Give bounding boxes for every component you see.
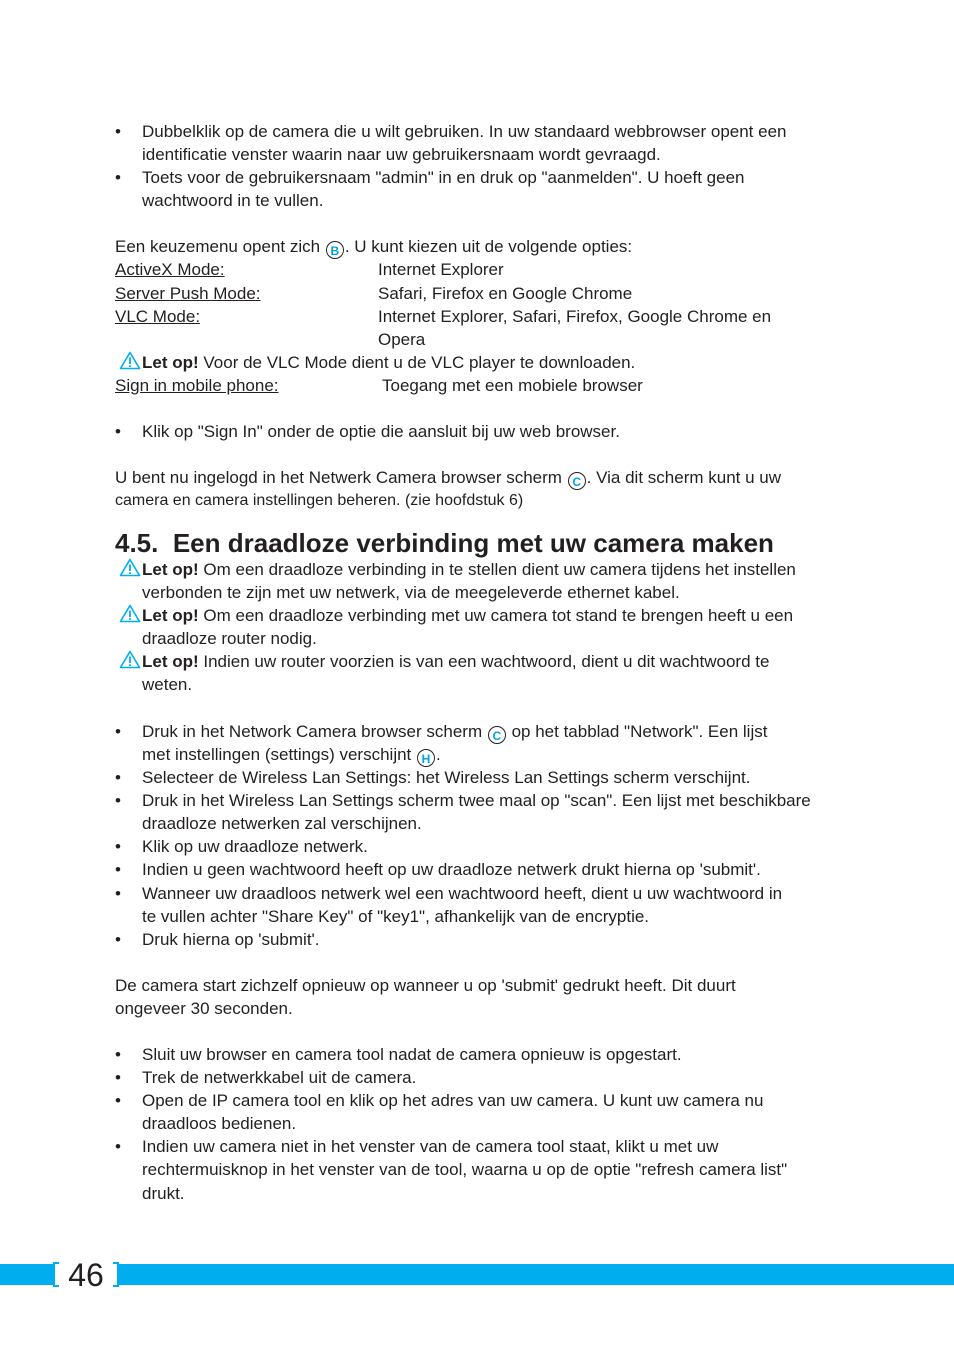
warning-icon: [119, 558, 141, 579]
step-text: met instellingen (settings) verschijnt: [142, 745, 412, 764]
warning-label: Let op!: [142, 353, 199, 372]
paragraph-text: U bent nu ingelogd in het Netwerk Camera browser scherm: [115, 468, 562, 487]
option-label: ActiveX Mode:: [115, 260, 225, 279]
warning-label: Let op!: [142, 560, 199, 579]
option-label: Server Push Mode:: [115, 284, 261, 303]
warning-icon: [119, 650, 141, 671]
bullet-text: Druk in het Wireless Lan Settings scherm twee maal op "scan". Een lijst met beschikbare: [142, 791, 811, 810]
bullet-marker: •: [115, 791, 121, 810]
warning-text: verbonden te zijn met uw netwerk, via de meegeleverde ethernet kabel.: [142, 583, 680, 602]
bullet-text: Trek de netwerkkabel uit de camera.: [142, 1068, 417, 1087]
bullet-text: Dubbelklik op de camera die u wilt gebruiken. In uw standaard webbrowser opent een: [142, 122, 787, 141]
bullet-marker: •: [115, 122, 121, 141]
option-value: Toegang met een mobiele browser: [382, 376, 643, 395]
bullet-text: draadloze netwerken zal verschijnen.: [142, 814, 422, 833]
bullet-text: [142, 743, 441, 767]
warning-body: Om een draadloze verbinding in te stellen dient uw camera tijdens het instellen: [198, 560, 796, 579]
warning-text: draadloze router nodig.: [142, 629, 317, 648]
paragraph-text: . Via dit scherm kunt u uw: [586, 468, 782, 487]
footer-bar: [0, 1264, 954, 1285]
warning-label: Let op!: [142, 606, 199, 625]
option-value: Internet Explorer: [378, 260, 504, 279]
bullet-text: wachtwoord in te vullen.: [142, 191, 324, 210]
bullet-marker: •: [115, 884, 121, 903]
option-label: VLC Mode:: [115, 307, 201, 326]
warning-body: Voor de VLC Mode dient u de VLC player te downloaden.: [198, 353, 636, 372]
step-text: Druk in het Network Camera browser scherm: [142, 722, 483, 741]
warning-icon: [119, 351, 141, 372]
paragraph: [115, 466, 781, 490]
bullet-marker: •: [115, 422, 121, 441]
bullet-text: Indien uw camera niet in het venster van de camera tool staat, klikt u met uw: [142, 1137, 719, 1156]
bullet-text: rechtermuisknop in het venster van de tool, waarna u op de optie "refresh camera list": [142, 1160, 788, 1179]
menu-intro-text: Een keuzemenu opent zich: [115, 237, 321, 256]
page-number: 46: [68, 1257, 104, 1293]
menu-intro: [115, 235, 632, 259]
bullet-text: identificatie venster waarin naar uw gebruikersnaam wordt gevraagd.: [142, 145, 661, 164]
bullet-text: drukt.: [142, 1184, 185, 1203]
bullet-text: te vullen achter "Share Key" of "key1", afhankelijk van de encryptie.: [142, 907, 650, 926]
paragraph-text: ongeveer 30 seconden.: [115, 999, 293, 1018]
menu-intro-text: . U kunt kiezen uit de volgende opties:: [344, 237, 633, 256]
bullet-marker: •: [115, 1068, 121, 1087]
option-value: Safari, Firefox en Google Chrome: [378, 284, 633, 303]
bullet-marker: •: [115, 722, 121, 741]
bullet-text: Toets voor de gebruikersnaam "admin" in en druk op "aanmelden". U hoeft geen: [142, 168, 745, 187]
bullet-marker: •: [115, 168, 121, 187]
warning-icon: [119, 604, 141, 625]
warning-text: [142, 650, 769, 673]
bullet-text: Sluit uw browser en camera tool nadat de camera opnieuw is opgestart.: [142, 1045, 682, 1064]
badge-b: B: [326, 241, 344, 259]
option-value: Opera: [378, 330, 426, 349]
warning-text: [142, 604, 793, 627]
badge-c: C: [568, 472, 586, 490]
section-title: Een draadloze verbinding met uw camera maken: [172, 528, 774, 558]
bullet-marker: •: [115, 930, 121, 949]
paragraph-text: De camera start zichzelf opnieuw op wanneer u op 'submit' gedrukt heeft. Dit duurt: [115, 976, 736, 995]
bullet-text: Open de IP camera tool en klik op het adres van uw camera. U kunt uw camera nu: [142, 1091, 764, 1110]
badge-c: C: [488, 726, 506, 744]
bullet-marker: •: [115, 1045, 121, 1064]
bullet-marker: •: [115, 1137, 121, 1156]
bullet-marker: •: [115, 860, 121, 879]
paragraph-text: camera en camera instellingen beheren. (zie hoofdstuk 6): [115, 492, 524, 509]
section-number: 4.5.: [115, 528, 159, 558]
bullet-marker: •: [115, 837, 121, 856]
warning-label: Let op!: [142, 652, 199, 671]
bullet-marker: •: [115, 1091, 121, 1110]
bullet-text: Druk hierna op 'submit'.: [142, 930, 320, 949]
option-value: Internet Explorer, Safari, Firefox, Google Chrome en: [378, 307, 772, 326]
bullet-text: Klik op uw draadloze netwerk.: [142, 837, 368, 856]
bullet-text: Wanneer uw draadloos netwerk wel een wachtwoord heeft, dient u uw wachtwoord in: [142, 884, 783, 903]
step-text: .: [436, 745, 441, 764]
bullet-text: Klik op "Sign In" onder de optie die aansluit bij uw web browser.: [142, 422, 620, 441]
option-label: Sign in mobile phone:: [115, 376, 279, 395]
warning-text: [142, 558, 796, 581]
step-text: op het tabblad "Network". Een lijst: [511, 722, 768, 741]
warning-body: Indien uw router voorzien is van een wachtwoord, dient u dit wachtwoord te: [198, 652, 770, 671]
bullet-text: Selecteer de Wireless Lan Settings: het Wireless Lan Settings scherm verschijnt.: [142, 768, 751, 787]
bullet-marker: •: [115, 768, 121, 787]
warning-text: [142, 351, 635, 374]
badge-h: H: [417, 749, 435, 767]
section-heading: [115, 527, 774, 559]
warning-body: Om een draadloze verbinding met uw camera tot stand te brengen heeft u een: [198, 606, 794, 625]
bullet-text: [142, 720, 767, 744]
bullet-text: draadloos bedienen.: [142, 1114, 297, 1133]
bullet-text: Indien u geen wachtwoord heeft op uw draadloze netwerk drukt hierna op 'submit'.: [142, 860, 761, 879]
warning-text: weten.: [142, 675, 193, 694]
